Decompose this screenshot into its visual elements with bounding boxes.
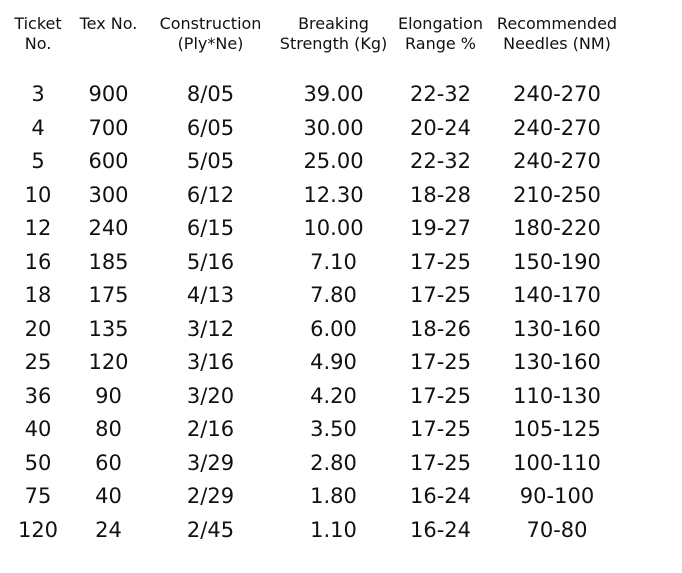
cell-construction: 2/29 bbox=[186, 484, 235, 508]
table-row bbox=[4, 279, 624, 313]
cell-tex-no: 700 bbox=[88, 115, 129, 140]
table-row bbox=[4, 76, 624, 112]
cell-breaking-strength: 10.00 bbox=[303, 216, 364, 240]
cell-recommended-needles: 240-270 bbox=[513, 149, 601, 173]
cell-tex-no: 240 bbox=[88, 216, 129, 240]
header-row bbox=[4, 14, 624, 76]
cell-recommended-needles: 150-190 bbox=[513, 249, 601, 274]
cell-ticket-no: 12 bbox=[24, 216, 52, 240]
thread-spec-table bbox=[4, 14, 624, 547]
cell-breaking-strength: 4.20 bbox=[310, 383, 357, 408]
table-row bbox=[4, 447, 624, 481]
cell-recommended-needles: 240-270 bbox=[513, 115, 601, 140]
cell-construction: 6/05 bbox=[186, 115, 235, 140]
header-recommended-needles: Recommended Needles (NM) bbox=[496, 14, 618, 53]
cell-elongation-range: 18-28 bbox=[409, 182, 472, 207]
table-row bbox=[4, 480, 624, 514]
cell-breaking-strength: 6.00 bbox=[310, 316, 357, 341]
cell-ticket-no: 40 bbox=[24, 417, 52, 441]
table-row bbox=[4, 179, 624, 213]
table-row bbox=[4, 145, 624, 179]
cell-tex-no: 90 bbox=[95, 383, 122, 408]
cell-breaking-strength: 3.50 bbox=[310, 417, 357, 441]
cell-breaking-strength: 30.00 bbox=[303, 115, 364, 140]
cell-ticket-no: 18 bbox=[24, 283, 52, 307]
cell-breaking-strength: 4.90 bbox=[310, 350, 357, 374]
cell-recommended-needles: 100-110 bbox=[513, 450, 601, 475]
table-row bbox=[4, 380, 624, 414]
cell-construction: 3/16 bbox=[186, 350, 235, 374]
cell-tex-no: 600 bbox=[88, 149, 129, 173]
cell-construction: 3/12 bbox=[186, 316, 235, 341]
cell-ticket-no: 5 bbox=[31, 149, 45, 173]
cell-elongation-range: 20-24 bbox=[409, 115, 472, 140]
header-breaking-strength: Breaking Strength (Kg) bbox=[279, 14, 388, 53]
cell-construction: 3/20 bbox=[186, 383, 235, 408]
cell-construction: 2/16 bbox=[186, 417, 235, 441]
cell-recommended-needles: 210-250 bbox=[513, 182, 601, 207]
cell-tex-no: 40 bbox=[95, 484, 122, 508]
cell-recommended-needles: 70-80 bbox=[526, 517, 588, 542]
cell-recommended-needles: 240-270 bbox=[513, 82, 601, 106]
cell-elongation-range: 17-25 bbox=[409, 283, 472, 307]
cell-elongation-range: 17-25 bbox=[409, 249, 472, 274]
table-row bbox=[4, 413, 624, 447]
cell-ticket-no: 20 bbox=[24, 316, 52, 341]
cell-ticket-no: 25 bbox=[24, 350, 52, 374]
header-elongation-range: Elongation Range % bbox=[397, 14, 484, 53]
cell-elongation-range: 17-25 bbox=[409, 417, 472, 441]
cell-ticket-no: 120 bbox=[17, 517, 59, 542]
cell-recommended-needles: 105-125 bbox=[513, 417, 601, 441]
cell-breaking-strength: 25.00 bbox=[303, 149, 364, 173]
cell-construction: 4/13 bbox=[186, 283, 235, 307]
cell-ticket-no: 50 bbox=[24, 450, 52, 475]
cell-breaking-strength: 12.30 bbox=[303, 182, 364, 207]
cell-elongation-range: 18-26 bbox=[409, 316, 472, 341]
cell-tex-no: 135 bbox=[88, 316, 129, 341]
table-row bbox=[4, 514, 624, 548]
cell-breaking-strength: 2.80 bbox=[310, 450, 357, 475]
cell-elongation-range: 16-24 bbox=[409, 484, 472, 508]
cell-ticket-no: 4 bbox=[31, 115, 45, 140]
cell-elongation-range: 17-25 bbox=[409, 450, 472, 475]
cell-tex-no: 185 bbox=[88, 249, 129, 274]
cell-breaking-strength: 1.10 bbox=[310, 517, 357, 542]
cell-tex-no: 120 bbox=[88, 350, 129, 374]
table-row bbox=[4, 313, 624, 347]
cell-recommended-needles: 180-220 bbox=[513, 216, 601, 240]
cell-breaking-strength: 39.00 bbox=[303, 82, 364, 106]
cell-ticket-no: 36 bbox=[24, 383, 52, 408]
cell-recommended-needles: 110-130 bbox=[513, 383, 601, 408]
cell-tex-no: 900 bbox=[88, 82, 129, 106]
table-row bbox=[4, 112, 624, 146]
table-row bbox=[4, 346, 624, 380]
cell-elongation-range: 16-24 bbox=[409, 517, 472, 542]
header-ticket-no: Ticket No. bbox=[14, 14, 62, 53]
cell-construction: 5/16 bbox=[186, 249, 235, 274]
cell-construction: 5/05 bbox=[186, 149, 235, 173]
cell-elongation-range: 17-25 bbox=[409, 383, 472, 408]
table-row bbox=[4, 212, 624, 246]
header-tex-no: Tex No. bbox=[79, 14, 138, 33]
cell-construction: 6/12 bbox=[186, 182, 235, 207]
cell-tex-no: 175 bbox=[88, 283, 129, 307]
cell-breaking-strength: 7.80 bbox=[310, 283, 357, 307]
cell-construction: 3/29 bbox=[186, 450, 235, 475]
cell-elongation-range: 17-25 bbox=[409, 350, 472, 374]
cell-ticket-no: 75 bbox=[24, 484, 52, 508]
cell-construction: 6/15 bbox=[186, 216, 235, 240]
cell-elongation-range: 22-32 bbox=[409, 82, 472, 106]
cell-tex-no: 24 bbox=[95, 517, 122, 542]
cell-tex-no: 300 bbox=[88, 182, 129, 207]
cell-tex-no: 80 bbox=[95, 417, 122, 441]
cell-ticket-no: 3 bbox=[31, 82, 45, 106]
cell-recommended-needles: 140-170 bbox=[513, 283, 601, 307]
cell-elongation-range: 22-32 bbox=[409, 149, 472, 173]
cell-breaking-strength: 7.10 bbox=[310, 249, 357, 274]
header-construction: Construction (Ply*Ne) bbox=[159, 14, 262, 53]
cell-recommended-needles: 130-160 bbox=[513, 350, 601, 374]
cell-ticket-no: 16 bbox=[24, 249, 52, 274]
cell-elongation-range: 19-27 bbox=[409, 216, 472, 240]
cell-recommended-needles: 90-100 bbox=[519, 484, 595, 508]
cell-tex-no: 60 bbox=[95, 450, 122, 475]
cell-ticket-no: 10 bbox=[24, 182, 52, 207]
cell-recommended-needles: 130-160 bbox=[513, 316, 601, 341]
thread-spec-table-container bbox=[4, 14, 624, 547]
cell-construction: 2/45 bbox=[186, 517, 235, 542]
table-row bbox=[4, 246, 624, 280]
table-body bbox=[4, 76, 624, 547]
cell-construction: 8/05 bbox=[186, 82, 235, 106]
cell-breaking-strength: 1.80 bbox=[310, 484, 357, 508]
